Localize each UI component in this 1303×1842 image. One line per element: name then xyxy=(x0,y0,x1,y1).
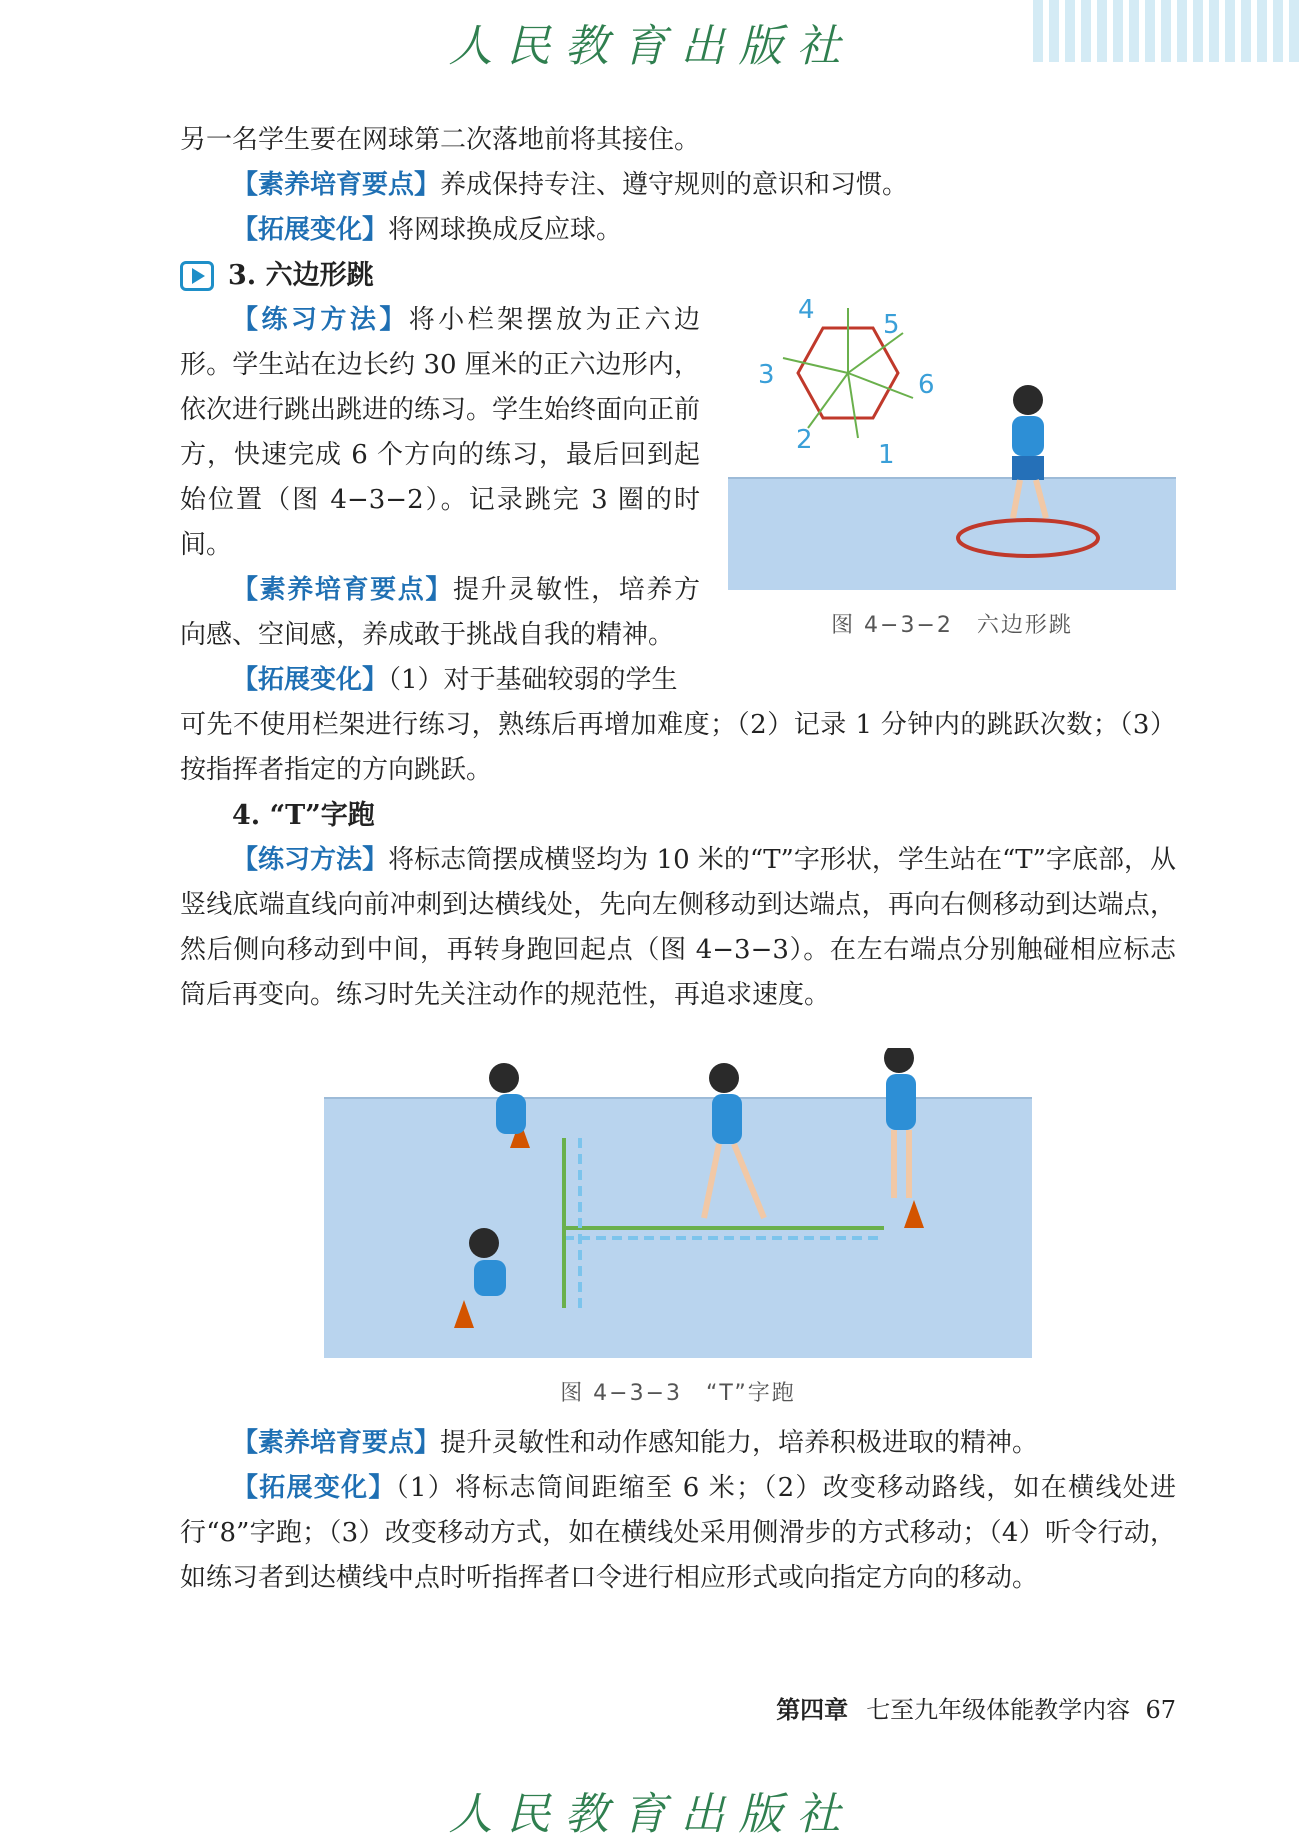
section-3-text xyxy=(180,298,700,703)
figure-t-run xyxy=(324,1048,1032,1407)
paragraph-text: 将网球换成反应球。 xyxy=(388,215,623,245)
paragraph-literacy-4 xyxy=(180,1421,1176,1466)
hexagon-jump-illustration xyxy=(728,288,1176,590)
tag-label: 【练习方法】 xyxy=(232,305,409,335)
paragraph-text: 提升灵敏性和动作感知能力，培养积极进取的精神。 xyxy=(440,1428,1039,1458)
direction-number: 4 xyxy=(798,295,815,325)
section-4-heading: 4. “T”字跑 xyxy=(232,800,375,831)
direction-number: 3 xyxy=(758,360,775,390)
paragraph-continuation: 另一名学生要在网球第二次落地前将其接住。 xyxy=(180,125,701,155)
direction-numbers xyxy=(758,295,935,470)
paragraph-extension-3a xyxy=(180,658,700,703)
floor-area xyxy=(728,478,1176,590)
t-run-illustration xyxy=(324,1048,1032,1358)
page-number: 67 xyxy=(1145,1696,1176,1724)
paragraph-text: （1）对于基础较弱的学生 xyxy=(388,665,678,695)
paragraph-text: 养成保持专注、遵守规则的意识和习惯。 xyxy=(440,170,909,200)
page-footer xyxy=(776,1690,1176,1725)
direction-number: 2 xyxy=(796,425,813,455)
paragraph-extension-1 xyxy=(180,208,1176,253)
paragraph-text: 提升灵敏性，培养方向感、空间感，养成敢于挑战自我的精神。 xyxy=(180,575,700,650)
direction-number: 1 xyxy=(878,440,895,470)
paragraph-method-4 xyxy=(180,838,1176,1018)
figure-caption: 图 4−3−2 六边形跳 xyxy=(831,613,1073,638)
tag-label: 【拓展变化】 xyxy=(232,215,389,245)
section-3-title: 3. 六边形跳 xyxy=(228,260,374,291)
tag-label: 【练习方法】 xyxy=(232,845,389,875)
paragraph-text: 将小栏架摆放为正六边形。学生站在边长约 30 厘米的正六边形内，依次进行跳出跳进的练习。学生始终面向正前方，快速完成 6 个方向的练习，最后回到起始位置（图 4−3−2）。记录跳完 3 圈的时间。 xyxy=(180,305,701,560)
direction-number: 5 xyxy=(883,310,900,340)
tag-label: 【素养培育要点】 xyxy=(232,170,441,200)
play-video-icon[interactable] xyxy=(180,261,214,291)
paragraph-text: 将标志筒摆成横竖均为 10 米的“T”字形状，学生站在“T”字底部，从竖线底端直线向前冲刺到达横线处，先向左侧移动到达端点，再向右侧移动到达端点，然后侧向移动到中间，再转身跑回起点（图 4−3−3）。在左右端点分别触碰相应标志筒后再变向。练习时先关注动作的规范性，再追求速度。 xyxy=(180,845,1176,1010)
chapter-label: 第四章 xyxy=(776,1695,849,1724)
paragraph-extension-3b: 可先不使用栏架进行练习，熟练后再增加难度；（2）记录 1 分钟内的跳跃次数；（3）按指挥者指定的方向跳跃。 xyxy=(180,710,1176,785)
figure-caption: 图 4−3−3 “T”字跑 xyxy=(560,1381,796,1406)
figure-hexagon-jump xyxy=(728,288,1176,703)
chapter-title: 七至九年级体能教学内容 xyxy=(866,1696,1131,1724)
tag-label: 【素养培育要点】 xyxy=(232,575,453,605)
page-content xyxy=(180,118,1176,1601)
section-3-body xyxy=(180,295,1176,703)
direction-number: 6 xyxy=(918,370,935,400)
tag-label: 【拓展变化】 xyxy=(232,1473,396,1503)
paragraph-literacy-1 xyxy=(180,163,1176,208)
paragraph-literacy-3 xyxy=(180,568,700,658)
publisher-logo-footer: 人民教育出版社 xyxy=(448,1789,855,1840)
tag-label: 【拓展变化】 xyxy=(232,665,389,695)
paragraph-text: （1）将标志筒间距缩至 6 米；（2）改变移动路线，如在横线处进行“8”字跑；（3）改变移动方式，如在横线处采用侧滑步的方式移动；（4）听令行动，如练习者到达横线中点时听指挥者口令进行相应形式或向指定方向的移动。 xyxy=(180,1473,1176,1593)
publisher-logo-header: 人民教育出版社 xyxy=(448,21,855,72)
paragraph-method-3 xyxy=(180,298,700,568)
paragraph-extension-4 xyxy=(180,1466,1176,1601)
tag-label: 【素养培育要点】 xyxy=(232,1428,441,1458)
